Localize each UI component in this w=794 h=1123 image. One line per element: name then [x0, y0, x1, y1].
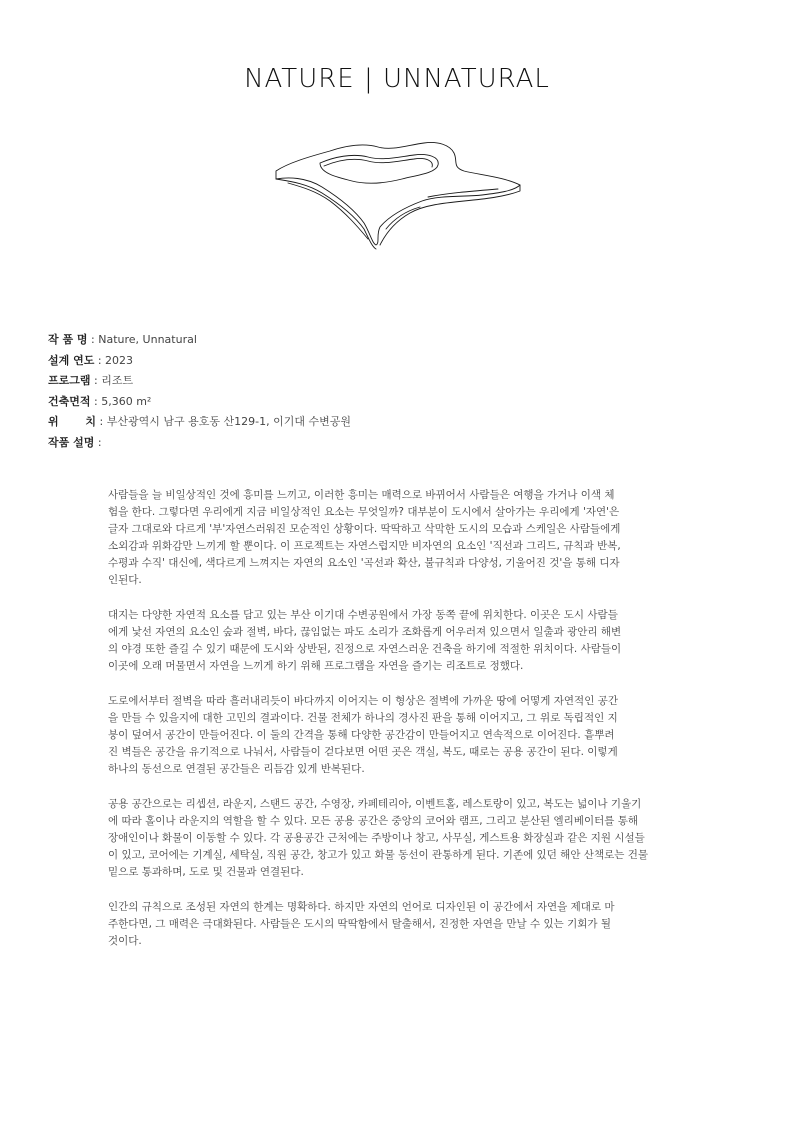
- meta-label: 위 치: [48, 415, 97, 428]
- meta-value: 5,360 m²: [101, 394, 152, 408]
- paragraph: 도로에서부터 절벽을 따라 흘러내리듯이 바다까지 이어지는 이 형상은 절벽에 가까운 땅에 어떻게 자연적인 공간 을 만들 수 있을지에 대한 고민의 결과이다. 건물 전체가 하나의 경사진 판을 통해 이어지고, 그 위로 독립적인 지 붕이 덮여서 공간이 만들어진다. 이 둘의 간격을 통해 다양한 공간감이 만들어지고 연속적으로 이어진다. 흩뿌려 진 벽들은 공간을 유기적으로 나눠서, 사람들이 걷다보면 어떤 곳은 객실, 복도, 때로는 공용 공간이 된다. 이렇게 하나의 동선으로 연결된 공간들은 리듬감 있게 반복된다.: [108, 695, 618, 775]
- meta-row-title: 작 품 명 : Nature, Unnatural: [48, 330, 351, 351]
- paragraph: 사람들을 늘 비일상적인 것에 흥미를 느끼고, 이러한 흥미는 매력으로 바뀌어서 사람들은 여행을 가거나 이색 체 험을 한다. 그렇다면 우리에게 지금 비일상적인 요소는 무엇일까? 대부분이 도시에서 살아가는 우리에게 '자연'은 글자 그대로와 다르게 '부'자연스러워진 모순적인 상황이다. 딱딱하고 삭막한 도시의 모습과 스케일은 사람들에게 소외감과 위화감만 느끼게 할 뿐이다. 이 프로젝트는 자연스럽지만 비자연의 요소인 '직선과 그리드, 규칙과 반복, 수평과 수직' 대신에, 색다르게 느껴지는 자연의 요소인 '곡선과 확산, 불규칙과 다양성, 기울어진 것'을 통해 디자 인된다.: [108, 489, 621, 586]
- architecture-sketch: [268, 135, 528, 250]
- meta-row-area: 건축면적 : 5,360 m²: [48, 392, 351, 413]
- paragraph: 인간의 규칙으로 조성된 자연의 한계는 명확하다. 하지만 자연의 언어로 디자인된 이 공간에서 자연을 제대로 마 주한다면, 그 매력은 극대화된다. 사람들은 도시의 딱딱함에서 탈출해서, 진정한 자연을 만날 수 있는 기회가 될 것이다.: [108, 901, 615, 947]
- meta-row-description: 작품 설명 :: [48, 433, 351, 454]
- meta-row-year: 설계 연도 : 2023: [48, 351, 351, 372]
- meta-value: 2023: [105, 353, 134, 367]
- description-body: [108, 487, 691, 968]
- page-title: NATURE | UNNATURAL: [244, 64, 550, 94]
- meta-label: 프로그램: [48, 374, 91, 387]
- meta-label: 작 품 명: [48, 333, 88, 346]
- paragraph: 대지는 다양한 자연적 요소를 담고 있는 부산 이기대 수변공원에서 가장 동쪽 끝에 위치한다. 이곳은 도시 사람들 에게 낯선 자연의 요소인 숲과 절벽, 바다, 끊임없는 파도 소리가 조화롭게 어우러져 있으면서 일출과 광안리 해변 의 야경 또한 즐길 수 있기 때문에 도시와 상반된, 진정으로 자연스러운 건축을 하기에 적절한 위치이다. 사람들이 이곳에 오래 머물면서 자연을 느끼게 하기 위해 프로그램을 자연을 즐기는 리조트로 정했다.: [108, 609, 622, 672]
- meta-row-program: 프로그램 : 리조트: [48, 371, 351, 392]
- meta-value: 리조트: [101, 374, 134, 387]
- paragraph: 공용 공간으로는 리셉션, 라운지, 스탠드 공간, 수영장, 카페테리아, 이벤트홀, 레스토랑이 있고, 복도는 넓이나 기울기 에 따라 홀이나 라운지의 역할을 할 수 있다. 모든 공용 공간은 중앙의 코어와 램프, 그리고 분산된 엘리베이터를 통해 장애인이나 화물이 이동할 수 있다. 각 공용공간 근처에는 주방이나 창고, 사무실, 게스트용 화장실과 같은 지원 시설들 이 있고, 코어에는 기계실, 세탁실, 직원 공간, 창고가 있고 화물 동선이 관통하게 된다. 기존에 있던 해안 산책로는 건물 밑으로 통과하며, 도로 및 건물과 연결된다.: [108, 798, 649, 878]
- project-info: [48, 330, 351, 453]
- meta-label: 건축면적: [48, 394, 91, 408]
- meta-label: 작품 설명: [48, 435, 95, 449]
- meta-value: 부산광역시 남구 용호동 산129-1, 이기대 수변공원: [106, 415, 351, 428]
- meta-value: Nature, Unnatural: [98, 333, 197, 346]
- meta-row-location: 위 치 : 부산광역시 남구 용호동 산129-1, 이기대 수변공원: [48, 412, 351, 433]
- meta-label: 설계 연도: [48, 353, 95, 367]
